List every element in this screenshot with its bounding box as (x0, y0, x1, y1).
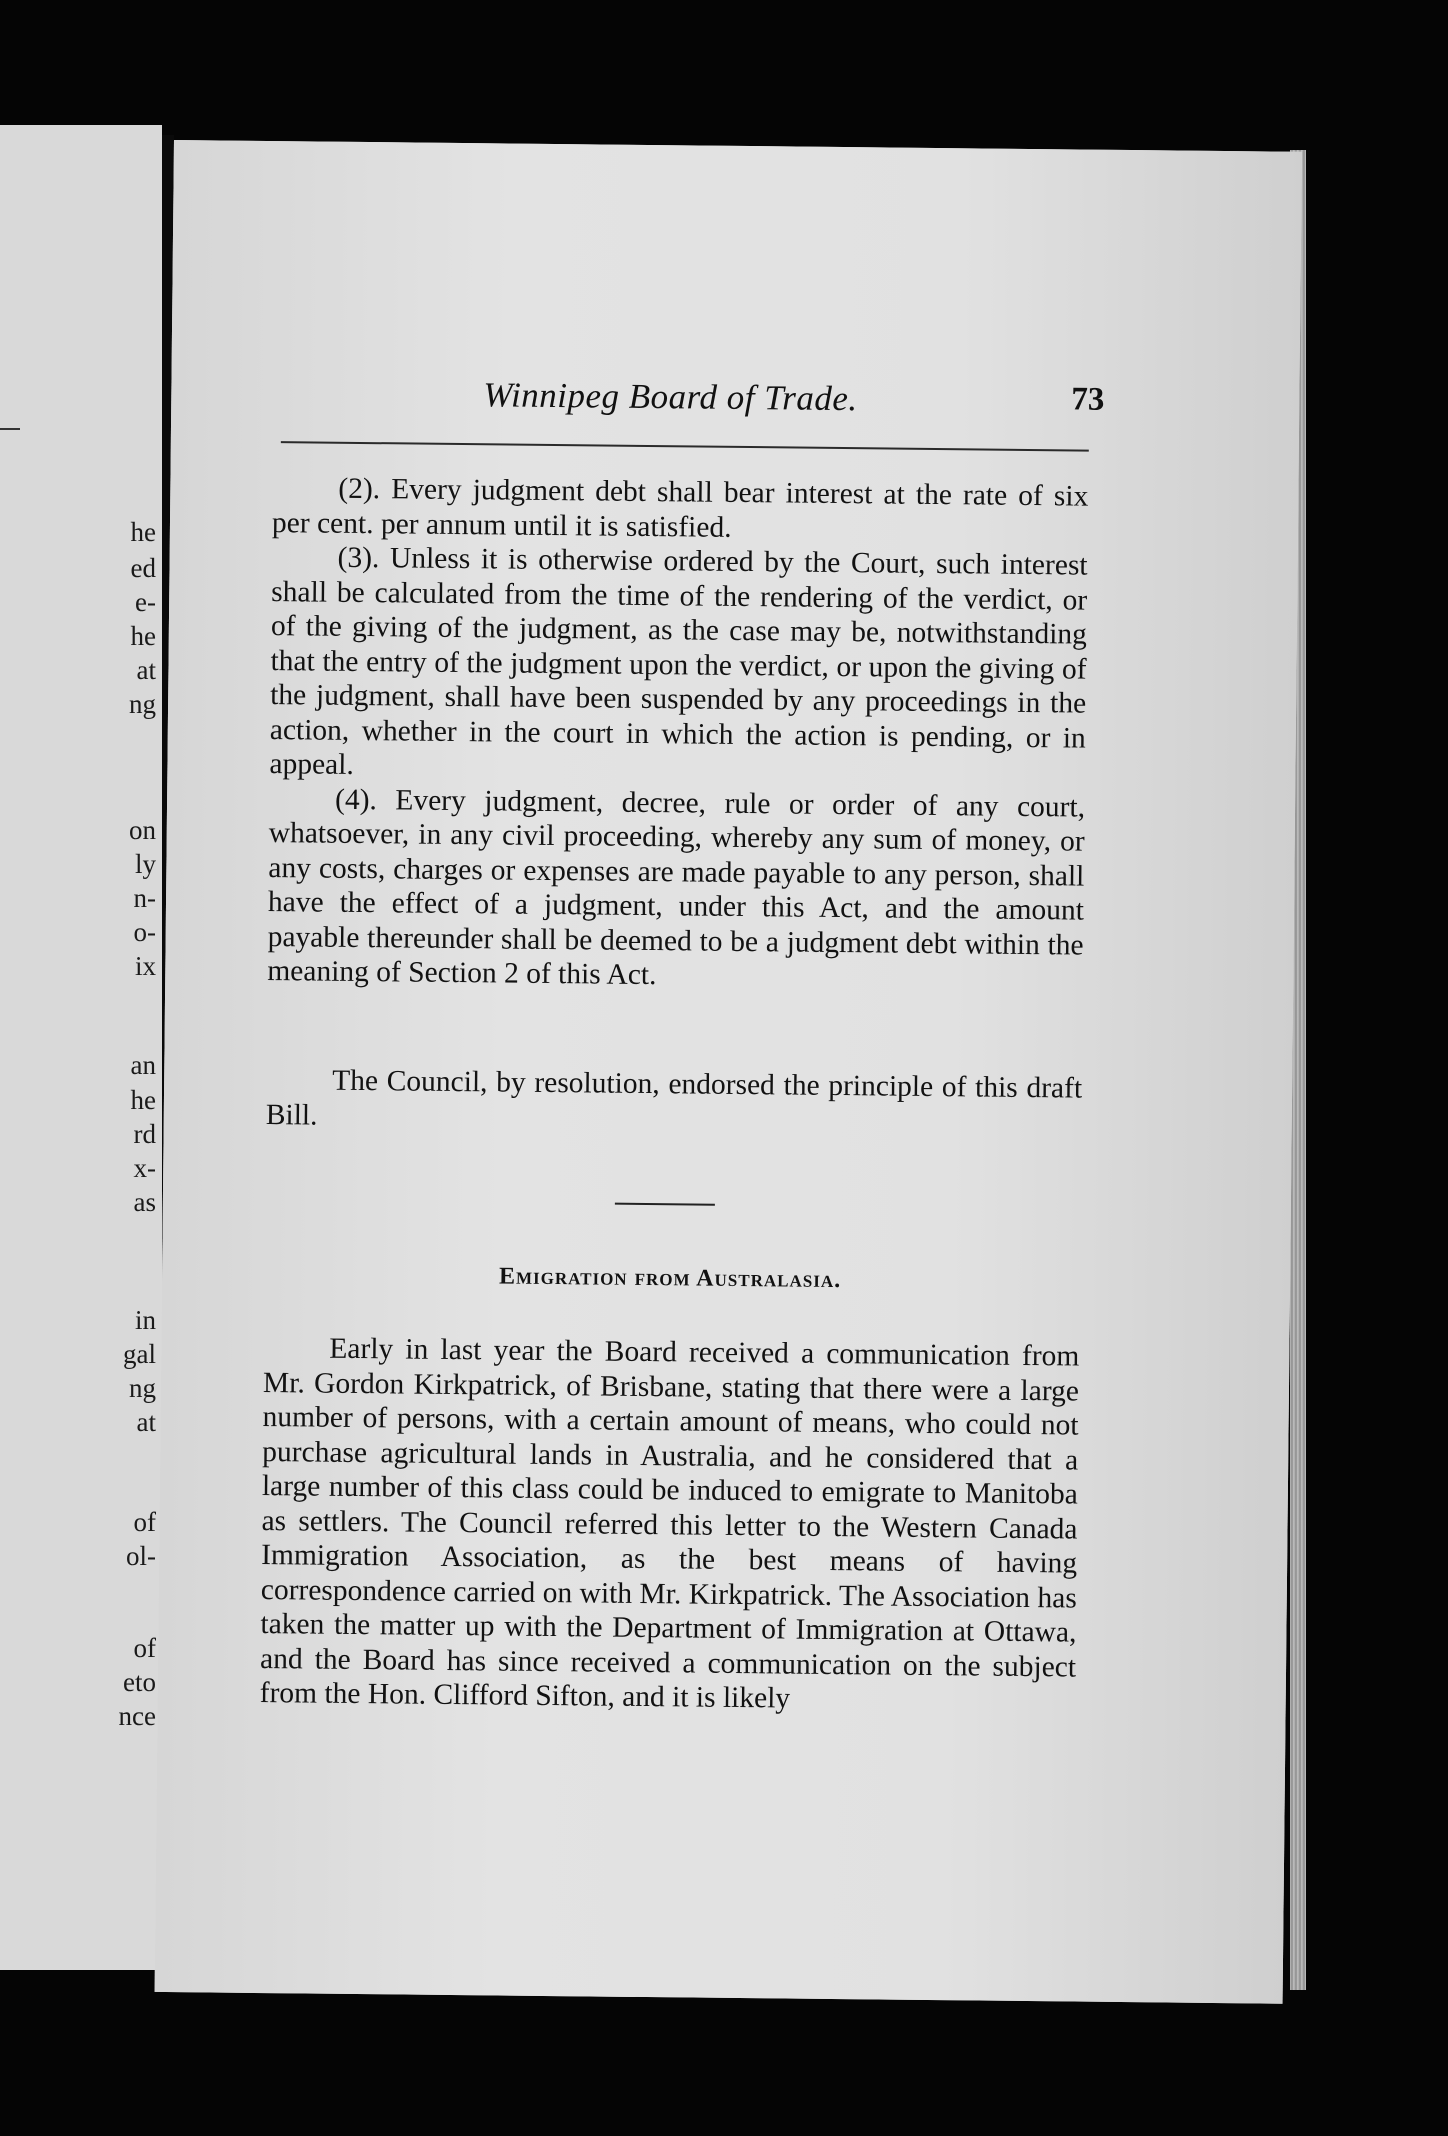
facing-page-fragment: of (133, 1507, 156, 1537)
facing-page-fragment: ed (130, 553, 156, 583)
facing-page-fragment: in (134, 1305, 156, 1335)
page-number: 73 (1071, 381, 1105, 418)
clause-2: (2). Every judgment debt shall bear interest at the rate of six per cent. per annum until it is satisfied. (271, 472, 1089, 544)
facing-page-fragment: rd (133, 1119, 156, 1149)
section-paragraph: Early in last year the Board received a communication from Mr. Gordon Kirkpatrick, of Brisbane, stating that there were a large number of persons, with a certain amount of means, who could not purchase agricultural lands in Australia, and he considered that a large number of this class could be induced to emigrate to Manitoba as settlers. The Council referred this letter to the Western Canada Immigration Association, as the best means of having correspondence carried on with Mr. Kirkpatrick. The Association has taken the matter up with the Department of Immigration at Ottawa, and the Board has since received a communication on the subject from the Hon. Clifford Sifton, and it is likely (259, 1332, 1080, 1715)
facing-page-fragment: gal (123, 1339, 156, 1369)
facing-page-fragment: ix (134, 951, 156, 981)
council-resolution-block (266, 1063, 1083, 1141)
facing-page-fragment: at (136, 655, 156, 685)
clause-3: (3). Unless it is otherwise ordered by the Court, such interest shall be calculated from the time of the rendering of the verdict, or of the giving of the judgment, as the case may be, notwithstanding that the entry of the judgment upon the verdict, or upon the giving of the judgment, shall have been suspended by any proceedings in the action, whether in the court in which the action is pending, or in appeal. (269, 541, 1088, 781)
facing-page-fragment: nce (118, 1701, 156, 1731)
bill-clauses (267, 471, 1088, 997)
facing-page-rule (0, 428, 20, 430)
facing-page-fragment: ly (134, 849, 156, 879)
facing-page-fragment: an (130, 1050, 156, 1080)
facing-page-fragment: o- (133, 917, 156, 947)
section-divider (615, 1203, 715, 1206)
section-title: Emigration from Australasia. (498, 1263, 842, 1294)
facing-page-fragment: of (133, 1633, 156, 1663)
facing-page-edge (0, 125, 162, 1970)
facing-page-fragment: n- (133, 883, 156, 913)
council-resolution: The Council, by resolution, endorsed the principle of this draft Bill. (265, 1064, 1083, 1132)
facing-page-fragment: as (133, 1187, 156, 1217)
facing-page-fragment: he (130, 621, 156, 651)
facing-page-fragment: at (136, 1407, 156, 1437)
facing-page-fragment: he (130, 517, 156, 547)
facing-page-fragment: ng (129, 1373, 156, 1403)
clause-4: (4). Every judgment, decree, rule or order of any court, whatsoever, in any civil proceeding, whereby any sum of money, or any costs, charges or expenses are made payable to any person, shall have the effect of a judgment, under this Act, and the amount payable thereunder shall be deemed to be a judgment debt within the meaning of Section 2 of this Act. (267, 783, 1086, 992)
facing-page-fragment: ol- (126, 1541, 156, 1571)
facing-page-fragment: he (130, 1085, 156, 1115)
section-body (260, 1331, 1080, 1719)
facing-page-fragment: e- (135, 587, 156, 617)
facing-page-fragment: on (129, 815, 156, 845)
running-title: Winnipeg Board of Trade. (483, 375, 858, 419)
facing-page-fragment: x- (133, 1153, 156, 1183)
book-page (155, 140, 1302, 2004)
header-rule (281, 441, 1089, 451)
facing-page-fragment: eto (123, 1667, 156, 1697)
facing-page-fragment: ng (129, 689, 156, 719)
